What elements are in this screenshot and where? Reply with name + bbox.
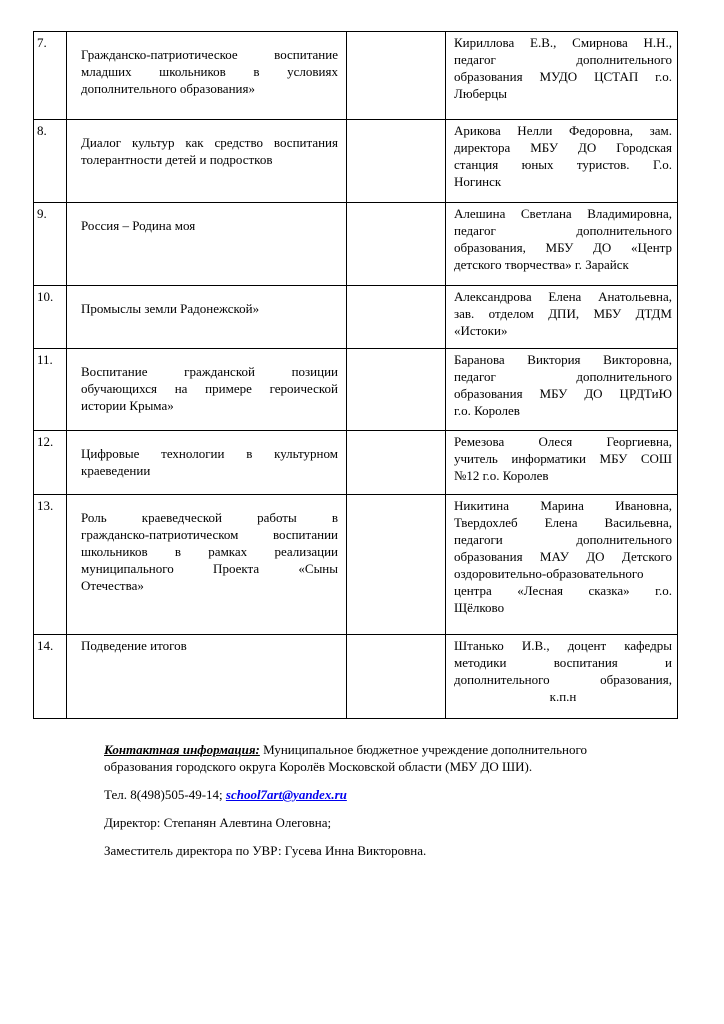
cell-line: истории Крыма»: [81, 398, 174, 413]
table-row: [34, 120, 678, 203]
cell-line: педагоги дополнительного: [454, 532, 672, 547]
row-number: 14.: [34, 635, 67, 719]
contact-label: Контактная информация:: [104, 742, 260, 757]
cell-line: Ремезова Олеся Георгиевна,: [454, 434, 672, 449]
cell-line: Ногинск: [454, 174, 502, 189]
cell-line: Роль краеведческой работы в: [81, 510, 338, 525]
cell-line: педагог дополнительного: [454, 223, 672, 238]
table-row: [34, 635, 678, 719]
cell-line: станция юных туристов. Г.о.: [454, 157, 672, 172]
topic-cell: [67, 203, 347, 286]
table-row: [34, 431, 678, 495]
cell-line: педагог дополнительного: [454, 369, 672, 384]
cell-line: толерантности детей и подростков: [81, 152, 273, 167]
cell-line: Щёлково: [454, 600, 505, 615]
topic-cell: [67, 635, 347, 719]
cell-line: Гражданско-патриотическое воспитание: [81, 47, 338, 62]
cell-line: Цифровые технологии в культурном: [81, 446, 338, 461]
cell-line: Штанько И.В., доцент кафедры: [454, 638, 672, 653]
deputy-director-text: Заместитель директора по УВР: Гусева Инна Викторовна.: [104, 843, 427, 858]
empty-cell: [347, 495, 446, 635]
cell-line: учитель информатики МБУ СОШ: [454, 451, 672, 466]
cell-line: гражданско-патриотическом воспитании: [81, 527, 338, 542]
empty-cell: [347, 286, 446, 349]
cell-line: образования МАУ ДО Детского: [454, 549, 672, 564]
row-number: 11.: [34, 349, 67, 431]
presenter-cell: [446, 495, 678, 635]
cell-line: Арикова Нелли Федоровна, зам.: [454, 123, 672, 138]
cell-line: к.п.н: [549, 689, 577, 704]
cell-line: педагог дополнительного: [454, 52, 672, 67]
cell-line: Воспитание гражданской позиции: [81, 364, 338, 379]
presenter-cell: [446, 286, 678, 349]
empty-cell: [347, 635, 446, 719]
presenter-cell: [446, 32, 678, 120]
cell-line: краеведении: [81, 463, 151, 478]
cell-line: г.о. Королев: [454, 403, 520, 418]
email-link[interactable]: school7art@yandex.ru: [225, 787, 347, 802]
cell-line: образования МБУ ДО ЦРДТиЮ: [454, 386, 672, 401]
cell-line: Александрова Елена Анатольевна,: [454, 289, 672, 304]
cell-line: Люберцы: [454, 86, 507, 101]
table-row: [34, 286, 678, 349]
organization-text: Муниципальное бюджетное учреждение дополнительного: [259, 742, 587, 757]
cell-line: оздоровительно-образовательного: [454, 566, 644, 581]
empty-cell: [347, 203, 446, 286]
cell-line: муниципального Проекта «Сыны: [81, 561, 338, 576]
table-row: [34, 349, 678, 431]
empty-cell: [347, 32, 446, 120]
cell-line: Промыслы земли Радонежской»: [81, 301, 260, 316]
row-number: 8.: [34, 120, 67, 203]
cell-line: Баранова Виктория Викторовна,: [454, 352, 672, 367]
cell-line: Твердохлеб Елена Васильевна,: [454, 515, 672, 530]
cell-line: Никитина Марина Ивановна,: [454, 498, 672, 513]
cell-line: зав. отделом ДПИ, МБУ ДТДМ: [454, 306, 672, 321]
cell-line: детского творчества» г. Зарайск: [454, 257, 629, 272]
row-number: 7.: [34, 32, 67, 120]
topic-cell: [67, 286, 347, 349]
row-number: 10.: [34, 286, 67, 349]
empty-cell: [347, 431, 446, 495]
topic-cell: [67, 431, 347, 495]
row-number: 12.: [34, 431, 67, 495]
empty-cell: [347, 120, 446, 203]
cell-line: центра «Лесная сказка» г.о.: [454, 583, 672, 598]
topic-cell: [67, 120, 347, 203]
presenter-cell: [446, 203, 678, 286]
row-number: 9.: [34, 203, 67, 286]
presenter-cell: [446, 635, 678, 719]
cell-line: дополнительного образования,: [454, 672, 672, 687]
phone-text: Тел. 8(498)505-49-14;: [104, 787, 226, 802]
cell-line: директора МБУ ДО Городская: [454, 140, 672, 155]
topic-cell: [67, 349, 347, 431]
cell-line: Диалог культур как средство воспитания: [81, 135, 338, 150]
cell-line: «Истоки»: [454, 323, 508, 338]
topic-cell: [67, 495, 347, 635]
cell-line: Кириллова Е.В., Смирнова Н.Н.,: [454, 35, 672, 50]
cell-line: методики воспитания и: [454, 655, 672, 670]
presenter-cell: [446, 349, 678, 431]
contact-info: [104, 741, 679, 859]
empty-cell: [347, 349, 446, 431]
cell-line: образования, МБУ ДО «Центр: [454, 240, 672, 255]
organization-text-cont: образования городского округа Королёв Московской области (МБУ ДО ШИ).: [104, 759, 533, 774]
table-row: [34, 203, 678, 286]
table-row: [34, 495, 678, 635]
cell-line: №12 г.о. Королев: [454, 468, 549, 483]
cell-line: дополнительного образования»: [81, 81, 255, 96]
director-text: Директор: Степанян Алевтина Олеговна;: [104, 815, 332, 830]
cell-line: обучающихся на примере героической: [81, 381, 338, 396]
presenter-cell: [446, 431, 678, 495]
cell-line: образования МУДО ЦСТАП г.о.: [454, 69, 672, 84]
program-table: [33, 31, 678, 719]
cell-line: Алешина Светлана Владимировна,: [454, 206, 672, 221]
table-row: [34, 32, 678, 120]
cell-line: младших школьников в условиях: [81, 64, 338, 79]
cell-line: Россия – Родина моя: [81, 218, 196, 233]
row-number: 13.: [34, 495, 67, 635]
cell-line: школьников в рамках реализации: [81, 544, 338, 559]
topic-cell: [67, 32, 347, 120]
presenter-cell: [446, 120, 678, 203]
cell-line: Отечества»: [81, 578, 144, 593]
cell-line: Подведение итогов: [81, 638, 187, 653]
